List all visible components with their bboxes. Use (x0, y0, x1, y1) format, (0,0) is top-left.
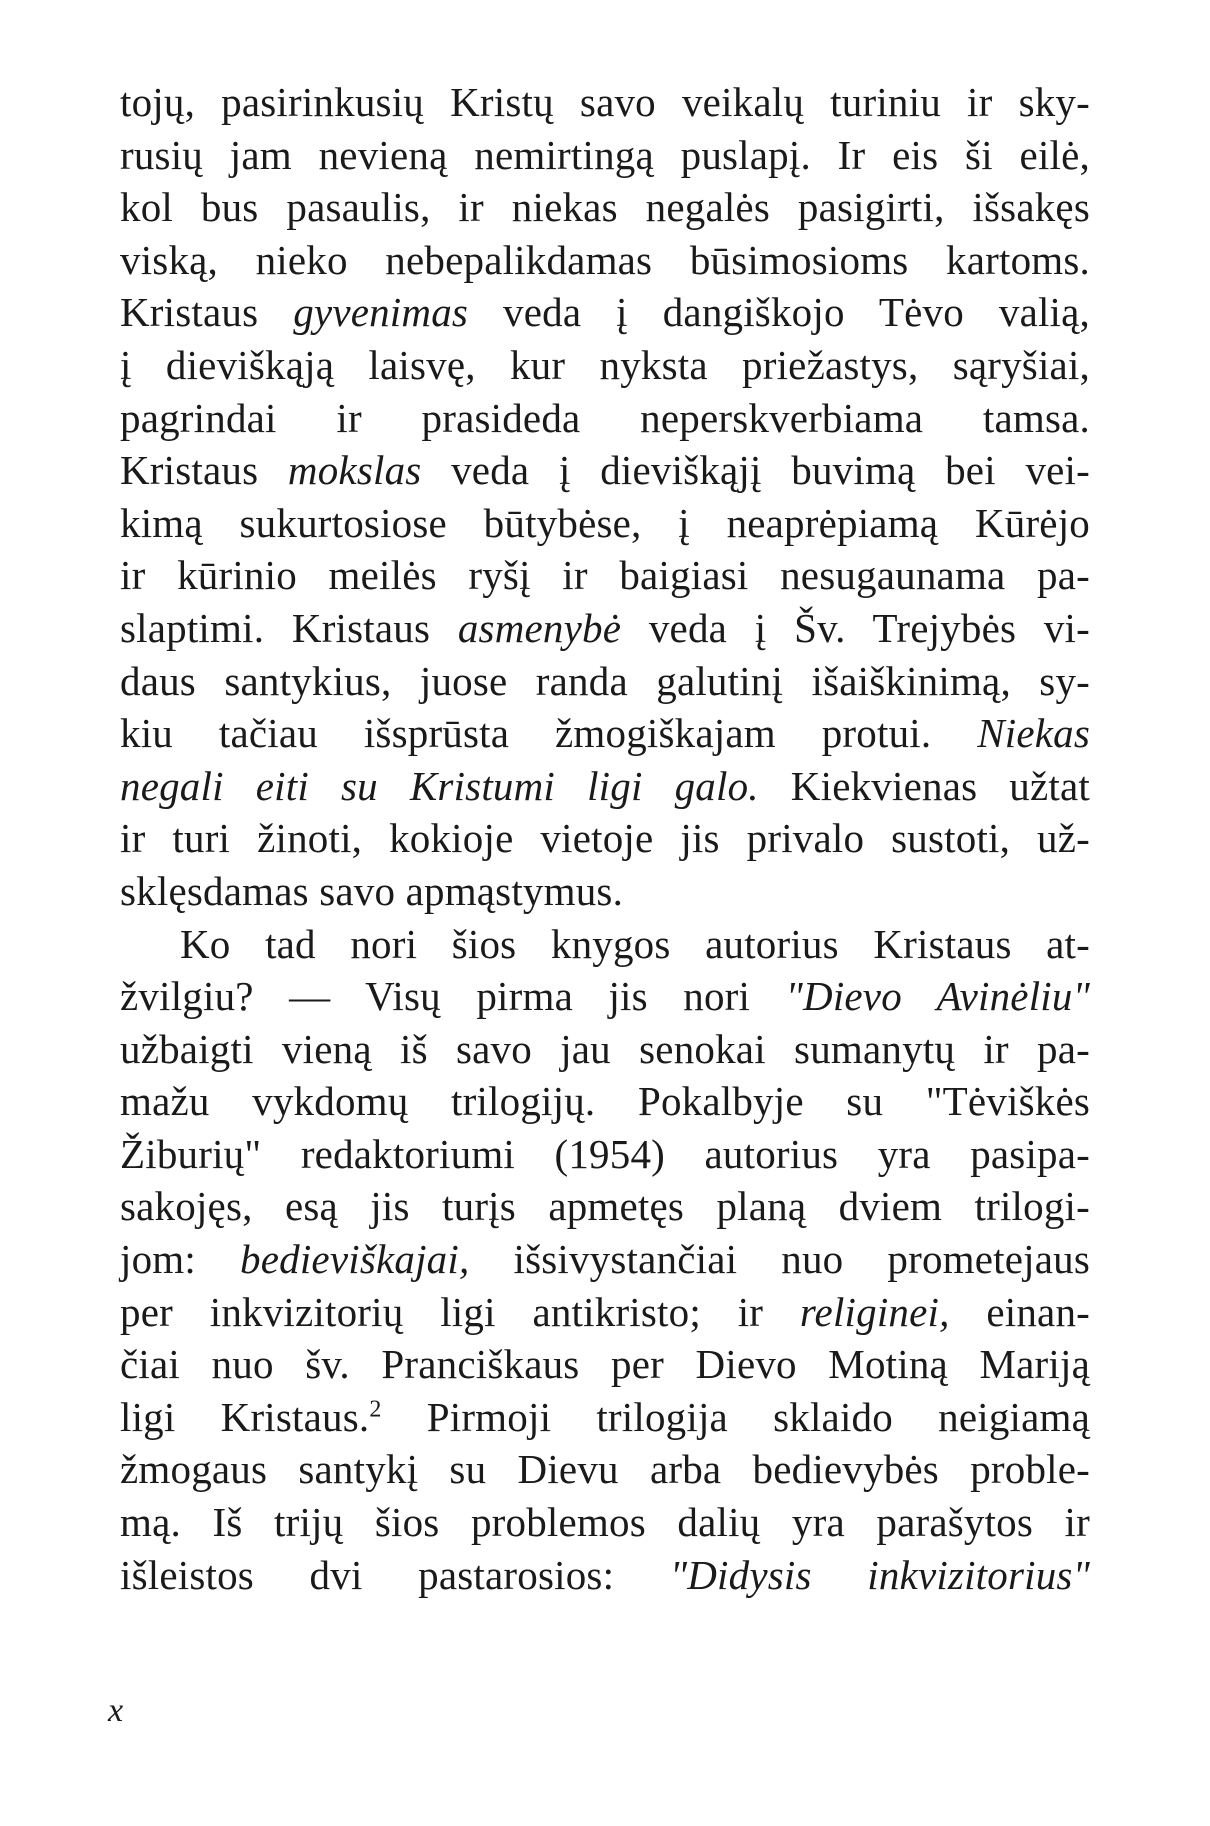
text-segment: čiai nuo šv. Pranciškaus per Dievo Motiną Mariją (120, 1341, 1090, 1388)
italic-text: Niekas (977, 710, 1090, 757)
text-segment: jom: (120, 1236, 241, 1283)
text-segment: mažu vykdomų trilogijų. Pokalbyje su "Tėviškės (120, 1078, 1090, 1125)
italic-text: asmenybė (457, 604, 622, 651)
text-line (120, 1496, 1090, 1549)
italic-text: bedieviškajai, (240, 1236, 470, 1283)
text-line (120, 549, 1090, 602)
text-segment: ir turi žinoti, kokioje vietoje jis privalo sustoti, už- (120, 815, 1090, 862)
italic-text: "Dievo Avinėliu" (785, 973, 1091, 1020)
text-line (120, 655, 1090, 708)
text-line (120, 812, 1090, 865)
text-line (120, 707, 1090, 760)
text-segment: kiu tačiau išsprūsta žmogiškajam protui. (120, 710, 978, 757)
text-segment: Žiburių" redaktoriumi (1954) autorius yra pasipa- (120, 1130, 1090, 1177)
text-line (120, 1391, 1090, 1444)
italic-text: gyvenimas (293, 289, 469, 336)
text-line (120, 497, 1090, 550)
text-line (120, 1128, 1090, 1181)
text-segment: kimą sukurtosiose būtybėse, į neaprėpiamą Kūrėjo (120, 499, 1090, 546)
text-segment: žmogaus santykį su Dievu arba bedievybės proble- (120, 1446, 1090, 1493)
text-segment: rusių jam nevieną nemirtingą puslapį. Ir eis ši eilė, (120, 131, 1090, 178)
text-segment: išsivystančiai nuo prometejaus (469, 1236, 1090, 1283)
text-line (120, 339, 1090, 392)
text-segment: į dieviškąją laisvę, kur nyksta priežastys, sąryšiai, (120, 341, 1090, 388)
text-segment: slaptimi. Kristaus (120, 604, 458, 651)
text-line (120, 1443, 1090, 1496)
text-line (120, 1023, 1090, 1076)
text-segment: Ko tad nori šios knygos autorius Kristaus at- (180, 920, 1090, 967)
text-line (120, 444, 1090, 497)
body-text (120, 76, 1090, 1601)
text-line (120, 1338, 1090, 1391)
text-line (120, 181, 1090, 234)
text-line (120, 602, 1090, 655)
text-segment: kol bus pasaulis, ir niekas negalės pasigirti, išsakęs (120, 184, 1090, 231)
text-line (120, 970, 1090, 1023)
text-line (120, 1549, 1090, 1602)
text-segment: mą. Iš trijų šios problemos dalių yra parašytos ir (120, 1499, 1090, 1546)
text-line (120, 129, 1090, 182)
text-segment: žvilgiu? — Visų pirma jis nori (120, 973, 786, 1020)
text-segment: sakojęs, esą jis turįs apmetęs planą dviem trilogi- (120, 1183, 1090, 1230)
text-segment: Pirmoji trilogija sklaido neigiamą (381, 1393, 1090, 1440)
italic-text: "Didysis inkvizitorius" (669, 1551, 1090, 1598)
italic-text: negali eiti su Kristumi ligi galo. (120, 762, 759, 809)
text-segment: ir kūrinio meilės ryšį ir baigiasi nesugaunama pa- (120, 552, 1090, 599)
text-line (120, 1180, 1090, 1233)
document-page (120, 76, 1090, 1601)
text-segment: tojų, pasirinkusių Kristų savo veikalų turiniu ir sky- (120, 79, 1090, 125)
text-segment: viską, nieko nebepalikdamas būsimosioms kartoms. (120, 236, 1090, 283)
page-number: x (108, 1692, 124, 1729)
text-line (120, 1075, 1090, 1128)
text-line (120, 760, 1090, 813)
text-segment: per inkvizitorių ligi antikristo; ir (120, 1288, 800, 1335)
text-segment: einan- (949, 1288, 1090, 1335)
text-line (120, 392, 1090, 445)
text-segment: išleistos dvi pastarosios: (120, 1551, 670, 1598)
text-segment: ligi Kristaus. (120, 1393, 370, 1440)
text-line (120, 865, 1090, 918)
text-line (120, 918, 1090, 971)
text-line (120, 286, 1090, 339)
text-segment: veda į Šv. Trejybės vi- (621, 604, 1091, 651)
text-segment: Kiekvienas užtat (758, 762, 1090, 809)
text-line (120, 1286, 1090, 1339)
italic-text: mokslas (287, 447, 422, 494)
text-line (120, 234, 1090, 287)
text-segment: daus santykius, juose randa galutinį išaiškinimą, sy- (120, 657, 1090, 704)
text-segment: veda į dangiškojo Tėvo valią, (468, 289, 1090, 336)
text-segment: sklęsdamas savo apmąstymus. (120, 867, 624, 914)
text-line (120, 1233, 1090, 1286)
text-segment: Kristaus (120, 447, 288, 494)
text-segment: užbaigti vieną iš savo jau senokai sumanytų ir pa- (120, 1025, 1090, 1072)
text-line (120, 76, 1090, 129)
italic-text: religinei, (799, 1288, 950, 1335)
text-segment: Kristaus (120, 289, 294, 336)
footnote-mark: 2 (369, 1396, 382, 1423)
text-segment: veda į dieviškąjį buvimą bei vei- (421, 447, 1090, 494)
text-segment: pagrindai ir prasideda neperskverbiama tamsa. (120, 394, 1090, 441)
